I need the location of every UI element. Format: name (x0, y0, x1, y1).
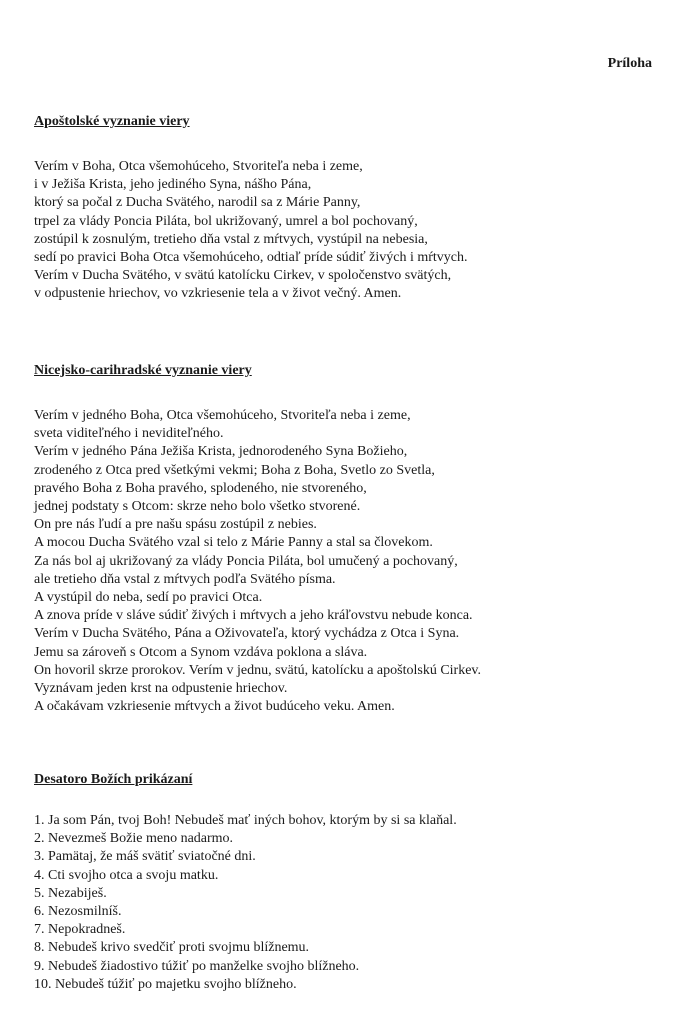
text-line: Za nás bol aj ukrižovaný za vlády Poncia Piláta, bol umučený a pochovaný, (34, 553, 458, 569)
text-line: sveta viditeľného i neviditeľného. (34, 426, 224, 442)
apostles-creed-section (34, 114, 654, 304)
text-line: Verím v Ducha Svätého, Pána a Oživovateľa, ktorý vychádza z Otca i Syna. (34, 626, 460, 642)
text-line: A očakávam vzkriesenie mŕtvych a život budúceho veku. Amen. (34, 699, 395, 715)
text-line: zostúpil k zosnulým, tretieho dňa vstal z mŕtvych, vystúpil na nebesia, (34, 231, 428, 247)
text-line: sedí po pravici Boha Otca všemohúceho, odtiaľ príde súdiť živých i mŕtvych. (34, 250, 468, 266)
text-line: Verím v jedného Pána Ježiša Krista, jednorodeného Syna Božieho, (34, 444, 408, 460)
nicene-creed-section (34, 363, 654, 716)
apostles-creed-text (34, 158, 654, 304)
text-line: ktorý sa počal z Ducha Svätého, narodil sa z Márie Panny, (34, 195, 361, 211)
commandments-title: Desatoro Božích prikázaní (34, 772, 193, 787)
text-line: Verím v Boha, Otca všemohúceho, Stvoriteľa neba i zeme, (34, 159, 363, 174)
commandments-section (34, 772, 654, 994)
commandment-item: 7. Nepokradneš. (34, 922, 126, 938)
text-line: zrodeného z Otca pred všetkými vekmi; Boha z Boha, Svetlo zo Svetla, (34, 462, 435, 478)
text-line: Verím v jedného Boha, Otca všemohúceho, Stvoriteľa neba i zeme, (34, 408, 411, 423)
text-line: On pre nás ľudí a pre našu spásu zostúpil z nebies. (34, 517, 317, 533)
commandment-item: 6. Nezosmilníš. (34, 904, 122, 920)
text-line: A znova príde v sláve súdiť živých i mŕtvych a jeho kráľovstvu nebude konca. (34, 608, 473, 624)
commandment-item: 3. Pamätaj, že máš svätiť sviatočné dni. (34, 849, 256, 865)
text-line: pravého Boha z Boha pravého, splodeného, nie stvoreného, (34, 480, 367, 496)
text-line: Jemu sa zároveň s Otcom a Synom vzdáva poklona a sláva. (34, 644, 368, 660)
commandment-item: 5. Nezabiješ. (34, 885, 107, 901)
text-line: ale tretieho dňa vstal z mŕtvych podľa Svätého písma. (34, 571, 336, 587)
text-line: A vystúpil do neba, sedí po pravici Otca. (34, 590, 263, 606)
text-line: Vyznávam jeden krst na odpustenie hriechov. (34, 681, 288, 697)
text-line: jednej podstaty s Otcom: skrze neho bolo všetko stvorené. (34, 499, 361, 515)
commandment-item: 4. Cti svojho otca a svoju matku. (34, 867, 219, 883)
text-line: i v Ježiša Krista, jeho jediného Syna, nášho Pána, (34, 177, 312, 193)
text-line: A mocou Ducha Svätého vzal si telo z Márie Panny a stal sa človekom. (34, 535, 433, 551)
commandment-item: 10. Nebudeš túžiť po majetku svojho blížneho. (34, 976, 297, 992)
text-line: On hovoril skrze prorokov. Verím v jednu, svätú, katolícku a apoštolskú Cirkev. (34, 662, 482, 678)
attachment-label: Príloha (607, 56, 652, 71)
commandment-item: 1. Ja som Pán, tvoj Boh! Nebudeš mať iných bohov, ktorým by si sa klaňal. (34, 813, 457, 828)
commandment-item: 2. Nevezmeš Božie meno nadarmo. (34, 831, 234, 847)
commandment-item: 9. Nebudeš žiadostivo túžiť po manželke svojho blížneho. (34, 958, 360, 974)
text-line: v odpustenie hriechov, vo vzkriesenie tela a v život večný. Amen. (34, 286, 402, 302)
text-line: Verím v Ducha Svätého, v svätú katolícku Cirkev, v spoločenstvo svätých, (34, 268, 452, 284)
text-line: trpel za vlády Poncia Piláta, bol ukrižovaný, umrel a bol pochovaný, (34, 213, 418, 229)
apostles-creed-title: Apoštolské vyznanie viery (34, 114, 190, 129)
commandment-item: 8. Nebudeš krivo svedčiť proti svojmu blížnemu. (34, 940, 310, 956)
nicene-creed-title: Nicejsko-carihradské vyznanie viery (34, 363, 252, 378)
commandments-list (34, 812, 654, 994)
nicene-creed-text (34, 407, 654, 716)
